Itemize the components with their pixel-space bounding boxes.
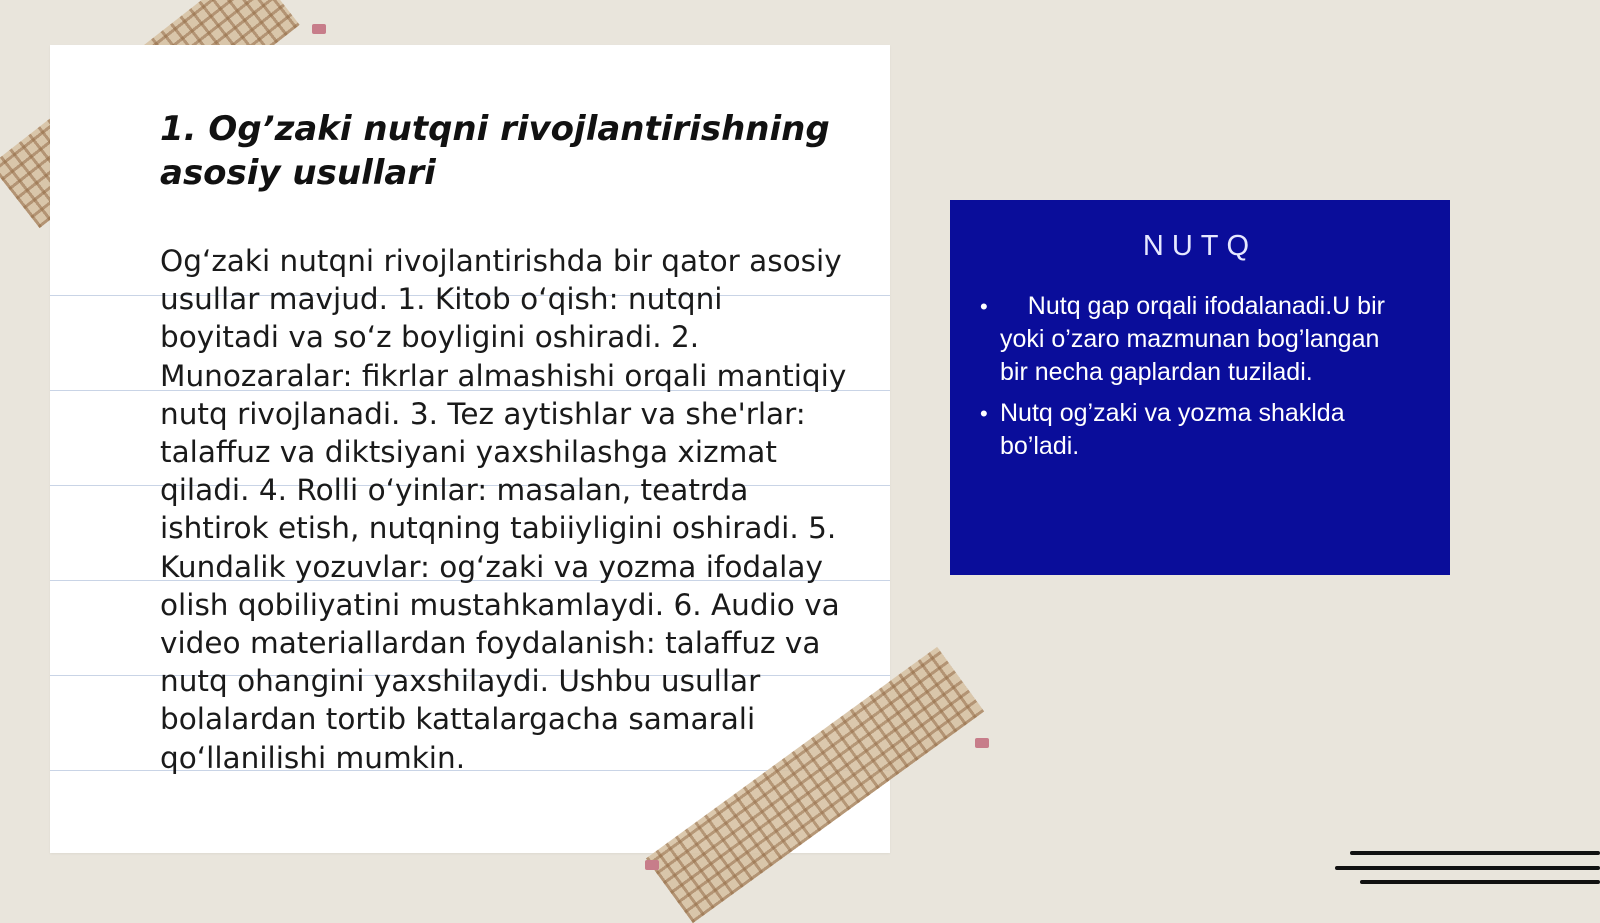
decorative-scribble-line bbox=[1335, 866, 1600, 870]
slide-title: 1. Og’zaki nutqni rivojlantirishning asosiy usullari bbox=[160, 109, 830, 193]
nutq-info-box bbox=[950, 200, 1450, 575]
tape-tip-bottom-left bbox=[645, 860, 659, 870]
tape-tip-top bbox=[312, 24, 326, 34]
list-item-text: Nutq gap orqali ifodalanadi.U bir yoki o’zaro mazmunan bog’langan bir necha gaplardan tuziladi. bbox=[1000, 292, 1392, 386]
tape-tip-bottom-right bbox=[975, 738, 989, 748]
list-item bbox=[980, 397, 1410, 463]
bullet-icon: • bbox=[980, 294, 988, 319]
notebook-paper bbox=[50, 45, 890, 853]
slide-body-text: Og‘zaki nutqni rivojlantirishda bir qator asosiy usullar mavjud. 1. Kitob o‘qish: nutqni boyitadi va so‘z boyligini oshiradi. 2. Munozaralar: fikrlar almashishi orqali mantiqiy nutq rivojlanadi. 3. Tez aytishlar va she'rlar: talaffuz va diktsiyani yaxshilashga xizmat qiladi. 4. Rolli o‘yinlar: masalan, teatrda ishtirok etish, nutqning tabiiyligini oshiradi. 5. Kundalik yozuvlar: og‘zaki va yozma ifodalay olish qobiliyatini mustahkamlaydi. 6. Audio va video materiallardan foydalanish: talaffuz va nutq ohangini yaxshilaydi. Ushbu usullar bolalardan tortib kattalargacha samarali qo‘llanilishi mumkin. bbox=[160, 244, 847, 775]
decorative-scribble-line bbox=[1350, 851, 1600, 855]
nutq-box-list bbox=[980, 290, 1410, 471]
decorative-scribble-line bbox=[1360, 880, 1600, 884]
list-item bbox=[980, 290, 1410, 389]
list-item-text: Nutq og’zaki va yozma shaklda bo’ladi. bbox=[1000, 399, 1345, 460]
bullet-icon: • bbox=[980, 401, 988, 426]
nutq-box-heading: NUTQ bbox=[1142, 230, 1258, 262]
